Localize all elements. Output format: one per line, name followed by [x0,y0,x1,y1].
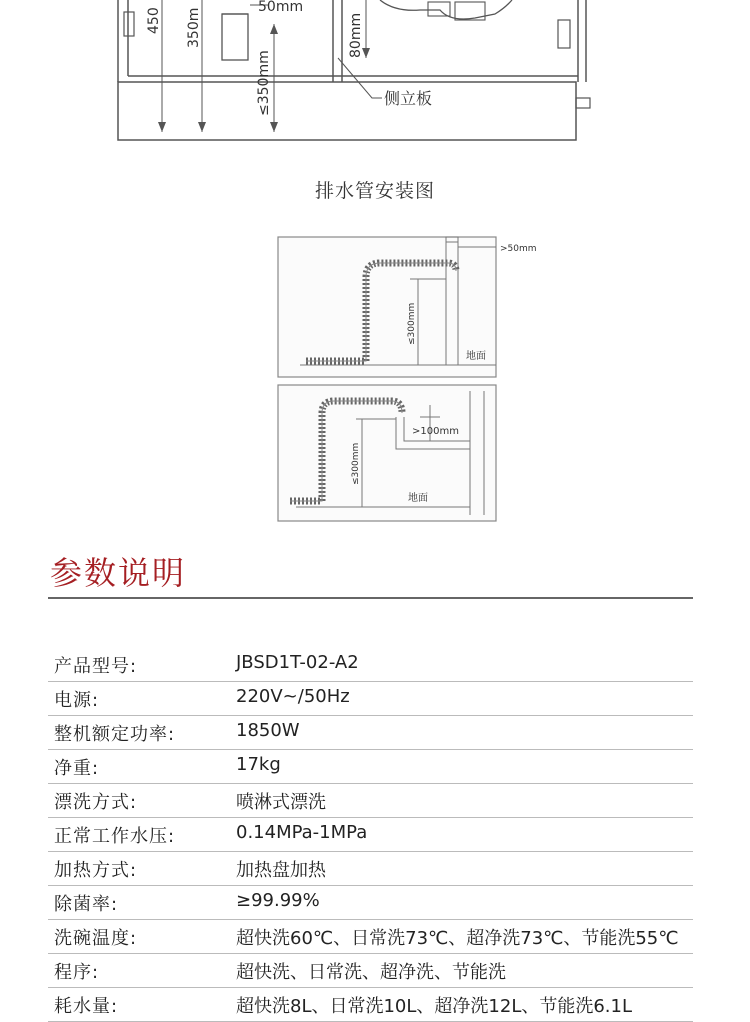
drain1-height-label: ≤300mm [407,302,417,345]
section-title: 参数说明 [50,554,187,592]
drain1-floor-label: 地面 [466,351,486,362]
param-row [48,988,693,1022]
dim-le350-label: ≤350mm [256,50,272,116]
param-label: 漂洗方式: [54,792,138,813]
param-label: 产品型号: [54,656,138,677]
param-value: 17kg [236,754,281,775]
param-label: 正常工作水压: [54,826,176,847]
param-row [48,750,693,784]
param-value: 加热盘加热 [236,860,326,881]
param-label: 整机额定功率: [54,724,176,745]
param-value: 超快洗60℃、日常洗73℃、超净洗73℃、节能洗55℃ [236,928,679,949]
param-row [48,682,693,716]
param-row [48,886,693,920]
param-label: 电源: [54,690,100,711]
param-value: 220V~/50Hz [236,686,350,707]
param-label: 净重: [54,758,100,779]
param-row [48,852,693,886]
dim-350-label: 350m [186,7,202,48]
cabinet-install-diagram [0,0,750,150]
title-divider [48,597,693,599]
param-value: JBSD1T-02-A2 [236,652,359,673]
param-row [48,784,693,818]
drain2-gap-label: >100mm [412,426,459,437]
dim-80-label: 80mm [348,12,364,58]
param-value: 超快洗、日常洗、超净洗、节能洗 [236,962,506,983]
param-label: 耗水量: [54,996,119,1017]
param-value: 0.14MPa-1MPa [236,822,368,843]
drain-pipe-diagrams [0,225,750,525]
param-label: 除菌率: [54,894,119,915]
drain2-floor-label: 地面 [408,493,428,504]
param-row [48,716,693,750]
params-table [48,648,693,1022]
param-value: ≥99.99% [236,890,320,911]
param-row [48,920,693,954]
param-row [48,648,693,682]
drain-install-caption: 排水管安装图 [314,180,435,202]
param-value: 超快洗8L、日常洗10L、超净洗12L、节能洗6.1L [236,996,632,1017]
param-label: 程序: [54,962,100,983]
param-label: 加热方式: [54,860,138,881]
param-row [48,818,693,852]
drain1-gap-label: >50mm [500,244,537,254]
param-row [48,954,693,988]
drain2-height-label: ≤300mm [351,442,361,485]
side-panel-label: 侧立板 [384,89,433,108]
dim-50-label: 50mm [258,0,304,15]
param-value: 喷淋式漂洗 [236,792,326,813]
dim-450-label: 450 [146,7,162,34]
param-label: 洗碗温度: [54,928,138,949]
param-value: 1850W [236,720,300,741]
